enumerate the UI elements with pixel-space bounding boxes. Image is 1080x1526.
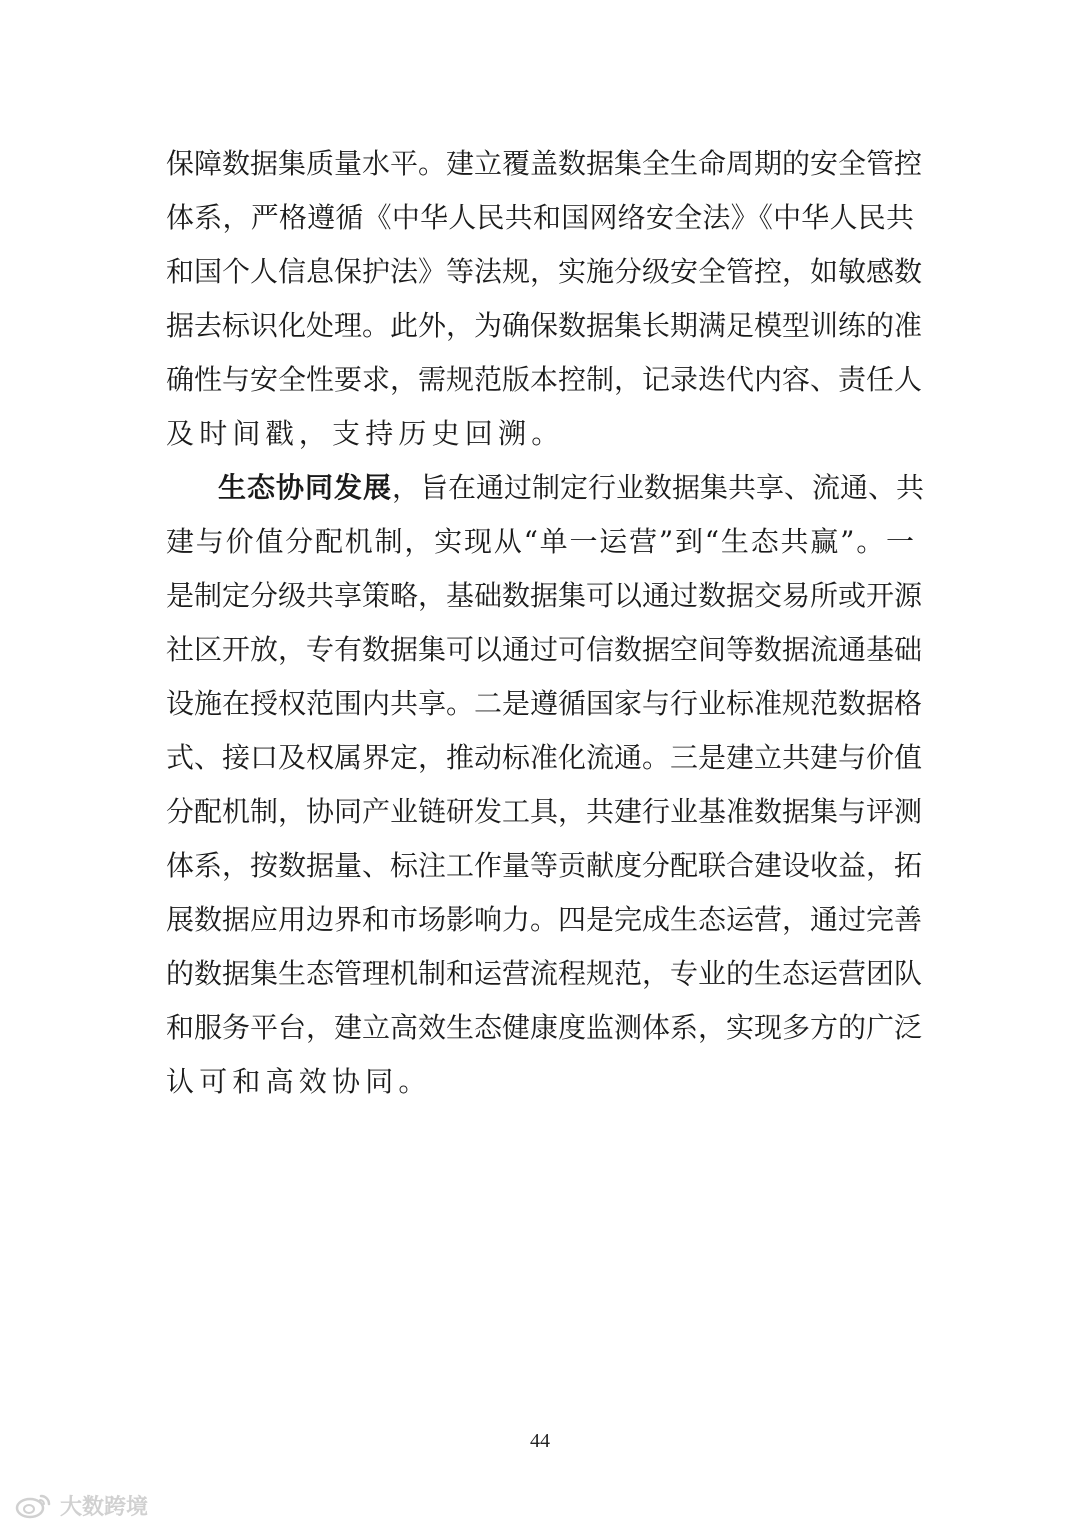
paragraph-2-line-11: 和服务平台，建立高效生态健康度监测体系，实现多方的广泛 bbox=[166, 1011, 923, 1044]
paragraph-2-line-1 bbox=[218, 461, 925, 515]
paragraph-1-line-5: 确性与安全性要求，需规范版本控制，记录迭代内容、责任人 bbox=[166, 363, 923, 396]
watermark-text: 大数跨境 bbox=[60, 1494, 149, 1520]
page-number: 44 bbox=[530, 1430, 550, 1452]
watermark bbox=[14, 1488, 148, 1522]
paragraph-2-line-7: 分配机制，协同产业链研发工具，共建行业基准数据集与评测 bbox=[166, 795, 923, 828]
paragraph-2-line-9: 展数据应用边界和市场影响力。四是完成生态运营，通过完善 bbox=[166, 903, 923, 936]
paragraph-1-line-3: 和国个人信息保护法》等法规，实施分级安全管控，如敏感数 bbox=[166, 255, 923, 288]
paragraph-1-line-4: 据去标识化处理。此外，为确保数据集长期满足模型训练的准 bbox=[166, 309, 923, 342]
paragraph-1-line-2: 体系，严格遵循《中华人民共和国网络安全法》《中华人民共 bbox=[166, 201, 914, 234]
section-heading: 生态协同发展 bbox=[218, 471, 393, 504]
paragraph-2-line-3: 是制定分级共享策略，基础数据集可以通过数据交易所或开源 bbox=[166, 579, 923, 612]
paragraph-2-line-5: 设施在授权范围内共享。二是遵循国家与行业标准规范数据格 bbox=[166, 687, 923, 720]
paragraph-2-line-8: 体系，按数据量、标注工作量等贡献度分配联合建设收益，拓 bbox=[166, 849, 923, 882]
paragraph-2-line-12: 认可和高效协同。 bbox=[166, 1065, 432, 1098]
paragraph-1-line-1: 保障数据集质量水平。建立覆盖数据集全生命周期的安全管控 bbox=[166, 147, 923, 180]
paragraph-2-line-1-text: ，旨在通过制定行业数据集共享、流通、共 bbox=[392, 471, 925, 504]
weibo-logo-icon bbox=[14, 1490, 54, 1520]
paragraph-2-line-6: 式、接口及权属界定，推动标准化流通。三是建立共建与价值 bbox=[166, 741, 923, 774]
paragraph-2-line-2: 建与价值分配机制，实现从“单一运营”到“生态共赢”。一 bbox=[166, 525, 914, 558]
paragraph-2-line-4: 社区开放，专有数据集可以通过可信数据空间等数据流通基础 bbox=[166, 633, 923, 666]
paragraph-2-line-10: 的数据集生态管理机制和运营流程规范，专业的生态运营团队 bbox=[166, 957, 923, 990]
paragraph-1-line-6: 及时间戳，支持历史回溯。 bbox=[166, 417, 565, 450]
